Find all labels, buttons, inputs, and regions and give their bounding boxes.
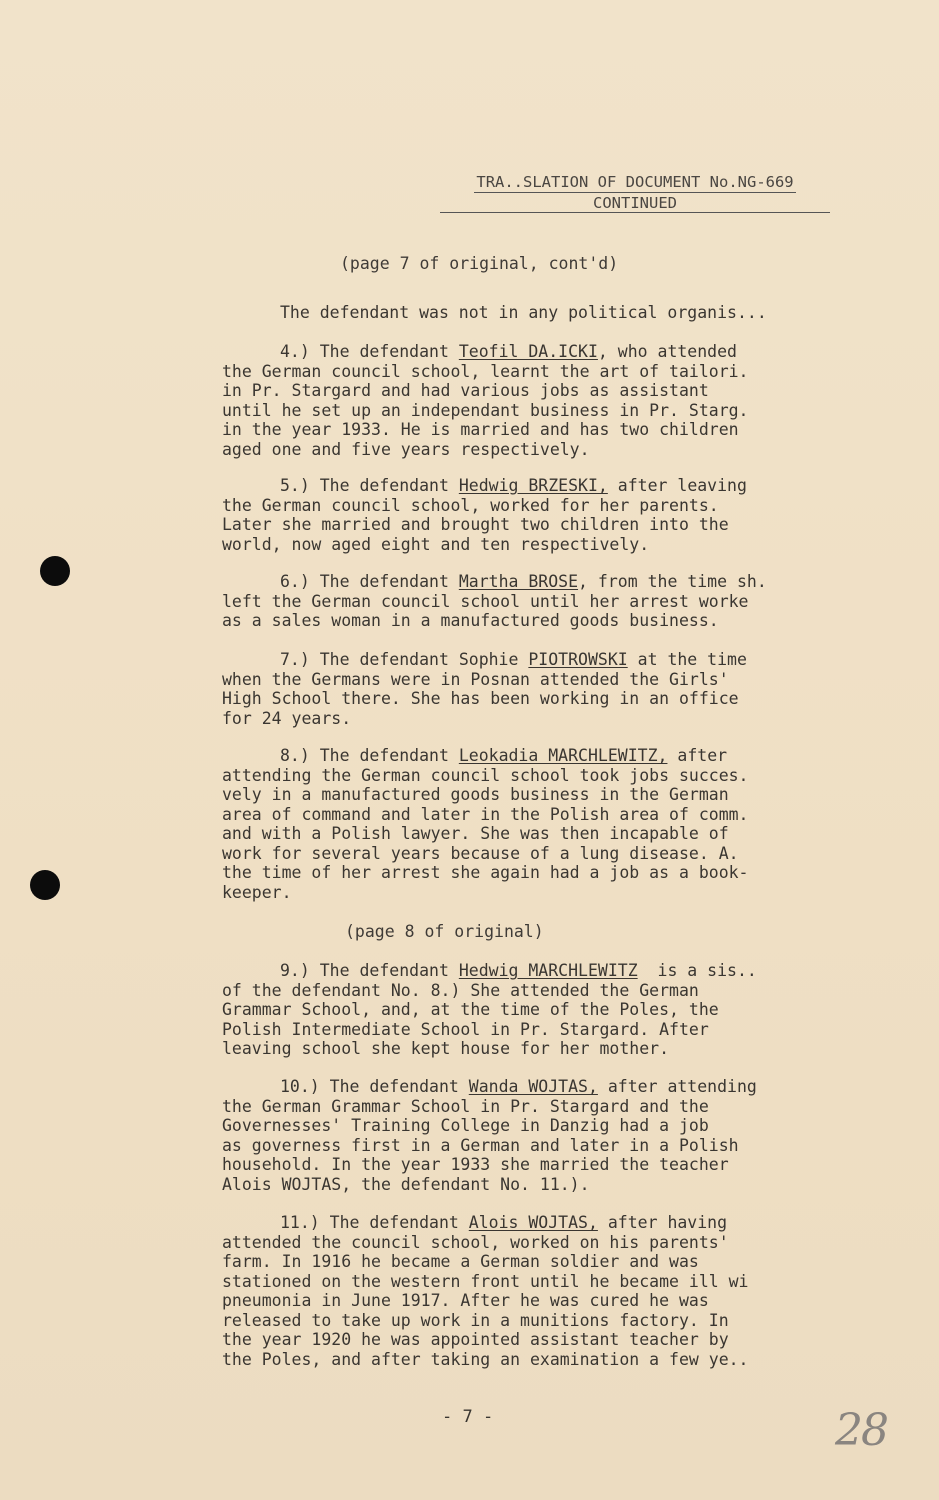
header-subtitle: CONTINUED <box>593 194 677 212</box>
paragraph-line: for 24 years. <box>222 708 352 728</box>
paragraph-first-line <box>222 1213 842 1233</box>
paragraph-line: as a sales woman in a manufactured goods business. <box>222 611 719 630</box>
paragraph-lead-after: at the time <box>627 650 747 669</box>
paragraph-first-line <box>222 1077 842 1097</box>
paragraph-line: the German council school, worked for her parents. <box>222 495 719 515</box>
defendant-name: Alois WOJTAS, <box>468 1213 598 1232</box>
paragraph-lead-after: after <box>667 746 728 765</box>
paragraph-line: the German council school, learnt the art of tailori. <box>222 361 749 381</box>
page-note-7: (page 7 of original, cont'd) <box>340 254 619 273</box>
paragraph-number: 5.) <box>280 476 310 495</box>
defendant-name: Teofil DA.ICKI <box>458 342 598 361</box>
punch-hole-bottom <box>30 870 60 900</box>
paragraph-number: 9.) <box>280 961 310 980</box>
paragraph-first-line <box>222 342 842 362</box>
paragraph-line: vely in a manufactured goods business in the German <box>222 785 729 804</box>
paragraph-line: attending the German council school took jobs succes. <box>222 765 749 785</box>
paragraph-line: as governess first in a German and later in a Polish <box>222 1135 739 1155</box>
paragraph-line: world, now aged eight and ten respectively. <box>222 534 650 554</box>
defendant-name: Leokadia MARCHLEWITZ, <box>458 746 668 765</box>
intro-line: The defendant was not in any political organis... <box>280 303 767 322</box>
paragraph-lead: The defendant <box>309 342 459 361</box>
paragraph-number: 7.) <box>280 650 310 669</box>
paragraph-line: released to take up work in a munitions factory. In <box>222 1310 729 1330</box>
paragraph-first-line <box>222 746 842 766</box>
header-title: TRA..SLATION OF DOCUMENT No.NG-669 <box>476 173 794 191</box>
paragraph-line: area of command and later in the Polish area of comm. <box>222 804 749 824</box>
paragraph-lead-after: , who attended <box>597 342 737 361</box>
paragraph-8 <box>222 746 842 902</box>
paragraph-number: 4.) <box>280 342 310 361</box>
paragraph-line: the year 1920 he was appointed assistant teacher by <box>222 1330 729 1349</box>
paragraph-line: farm. In 1916 he became a German soldier and was <box>222 1252 699 1271</box>
paragraph-number: 11.) <box>280 1213 320 1232</box>
paragraph-6 <box>222 572 842 631</box>
paragraph-first-line <box>222 476 842 496</box>
page-note-8: (page 8 of original) <box>345 922 544 941</box>
paragraph-number: 10.) <box>280 1077 320 1096</box>
page-number: - 7 - <box>442 1407 494 1427</box>
paragraph-line: pneumonia in June 1917. After he was cured he was <box>222 1291 709 1310</box>
defendant-name: PIOTROWSKI <box>528 650 628 669</box>
defendant-name: Martha BROSE <box>458 572 579 591</box>
defendant-name: Hedwig BRZESKI, <box>458 476 608 495</box>
paragraph-line: leaving school she kept house for her mother. <box>222 1039 670 1058</box>
paragraph-lead-after: after attending <box>597 1077 757 1096</box>
paragraph-7 <box>222 650 842 728</box>
paragraph-line: Alois WOJTAS, the defendant No. 11.). <box>222 1174 590 1194</box>
paragraph-lead: The defendant <box>319 1213 469 1232</box>
paragraph-line: High School there. She has been working in an office <box>222 689 739 708</box>
paragraph-9 <box>222 961 842 1059</box>
paragraph-5 <box>222 476 842 554</box>
paragraph-first-line <box>222 572 842 592</box>
paragraph-line: work for several years because of a lung disease. A. <box>222 843 739 863</box>
paragraph-line: the Poles, and after taking an examination a few ye.. <box>222 1349 749 1369</box>
paragraph-lead-after: is a sis.. <box>637 961 757 980</box>
paragraph-line: the time of her arrest she again had a job as a book- <box>222 863 749 882</box>
paragraph-number: 8.) <box>280 746 310 765</box>
paragraph-line: attended the council school, worked on his parents' <box>222 1232 729 1252</box>
paragraph-4 <box>222 342 842 459</box>
paragraph-lead-after: after leaving <box>607 476 747 495</box>
paragraph-lead: The defendant Sophie <box>309 650 529 669</box>
paragraph-line: of the defendant No. 8.) She attended the German <box>222 980 699 1000</box>
paragraph-11 <box>222 1213 842 1369</box>
paragraph-10 <box>222 1077 842 1194</box>
paragraph-line: left the German council school until her arrest worke <box>222 591 749 611</box>
paragraph-lead: The defendant <box>309 476 459 495</box>
document-header <box>440 172 830 213</box>
paragraph-line: stationed on the western front until he became ill wi <box>222 1271 749 1291</box>
paragraph-line: Governesses' Training College in Danzig had a job <box>222 1116 709 1135</box>
defendant-name: Hedwig MARCHLEWITZ <box>458 961 638 980</box>
punch-hole-top <box>40 556 70 586</box>
paragraph-line: in Pr. Stargard and had various jobs as assistant <box>222 381 709 400</box>
paragraph-lead: The defendant <box>309 746 459 765</box>
paragraph-line: when the Germans were in Posnan attended the Girls' <box>222 669 729 689</box>
paragraph-line: Later she married and brought two children into the <box>222 515 729 534</box>
handwritten-page-mark: 28 <box>835 1405 887 1456</box>
paragraph-line: in the year 1933. He is married and has two children <box>222 420 739 439</box>
paragraph-first-line <box>222 650 842 670</box>
paragraph-lead: The defendant <box>319 1077 469 1096</box>
defendant-name: Wanda WOJTAS, <box>468 1077 598 1096</box>
paragraph-line: household. In the year 1933 she married the teacher <box>222 1155 729 1174</box>
paragraph-lead-after: after having <box>597 1213 728 1232</box>
paragraph-line: aged one and five years respectively. <box>222 439 590 459</box>
paragraph-lead: The defendant <box>309 961 459 980</box>
paragraph-lead-after: , from the time sh. <box>578 572 767 591</box>
paragraph-line: keeper. <box>222 882 292 902</box>
header-rule <box>440 212 830 213</box>
paragraph-line: until he set up an independant business in Pr. Starg. <box>222 400 749 420</box>
paragraph-line: the German Grammar School in Pr. Stargard and the <box>222 1096 709 1116</box>
paragraph-line: and with a Polish lawyer. She was then incapable of <box>222 824 729 843</box>
paragraph-number: 6.) <box>280 572 310 591</box>
paragraph-line: Grammar School, and, at the time of the Poles, the <box>222 1000 719 1019</box>
paragraph-lead: The defendant <box>309 572 459 591</box>
paragraph-first-line <box>222 961 842 981</box>
paragraph-line: Polish Intermediate School in Pr. Stargard. After <box>222 1019 709 1039</box>
